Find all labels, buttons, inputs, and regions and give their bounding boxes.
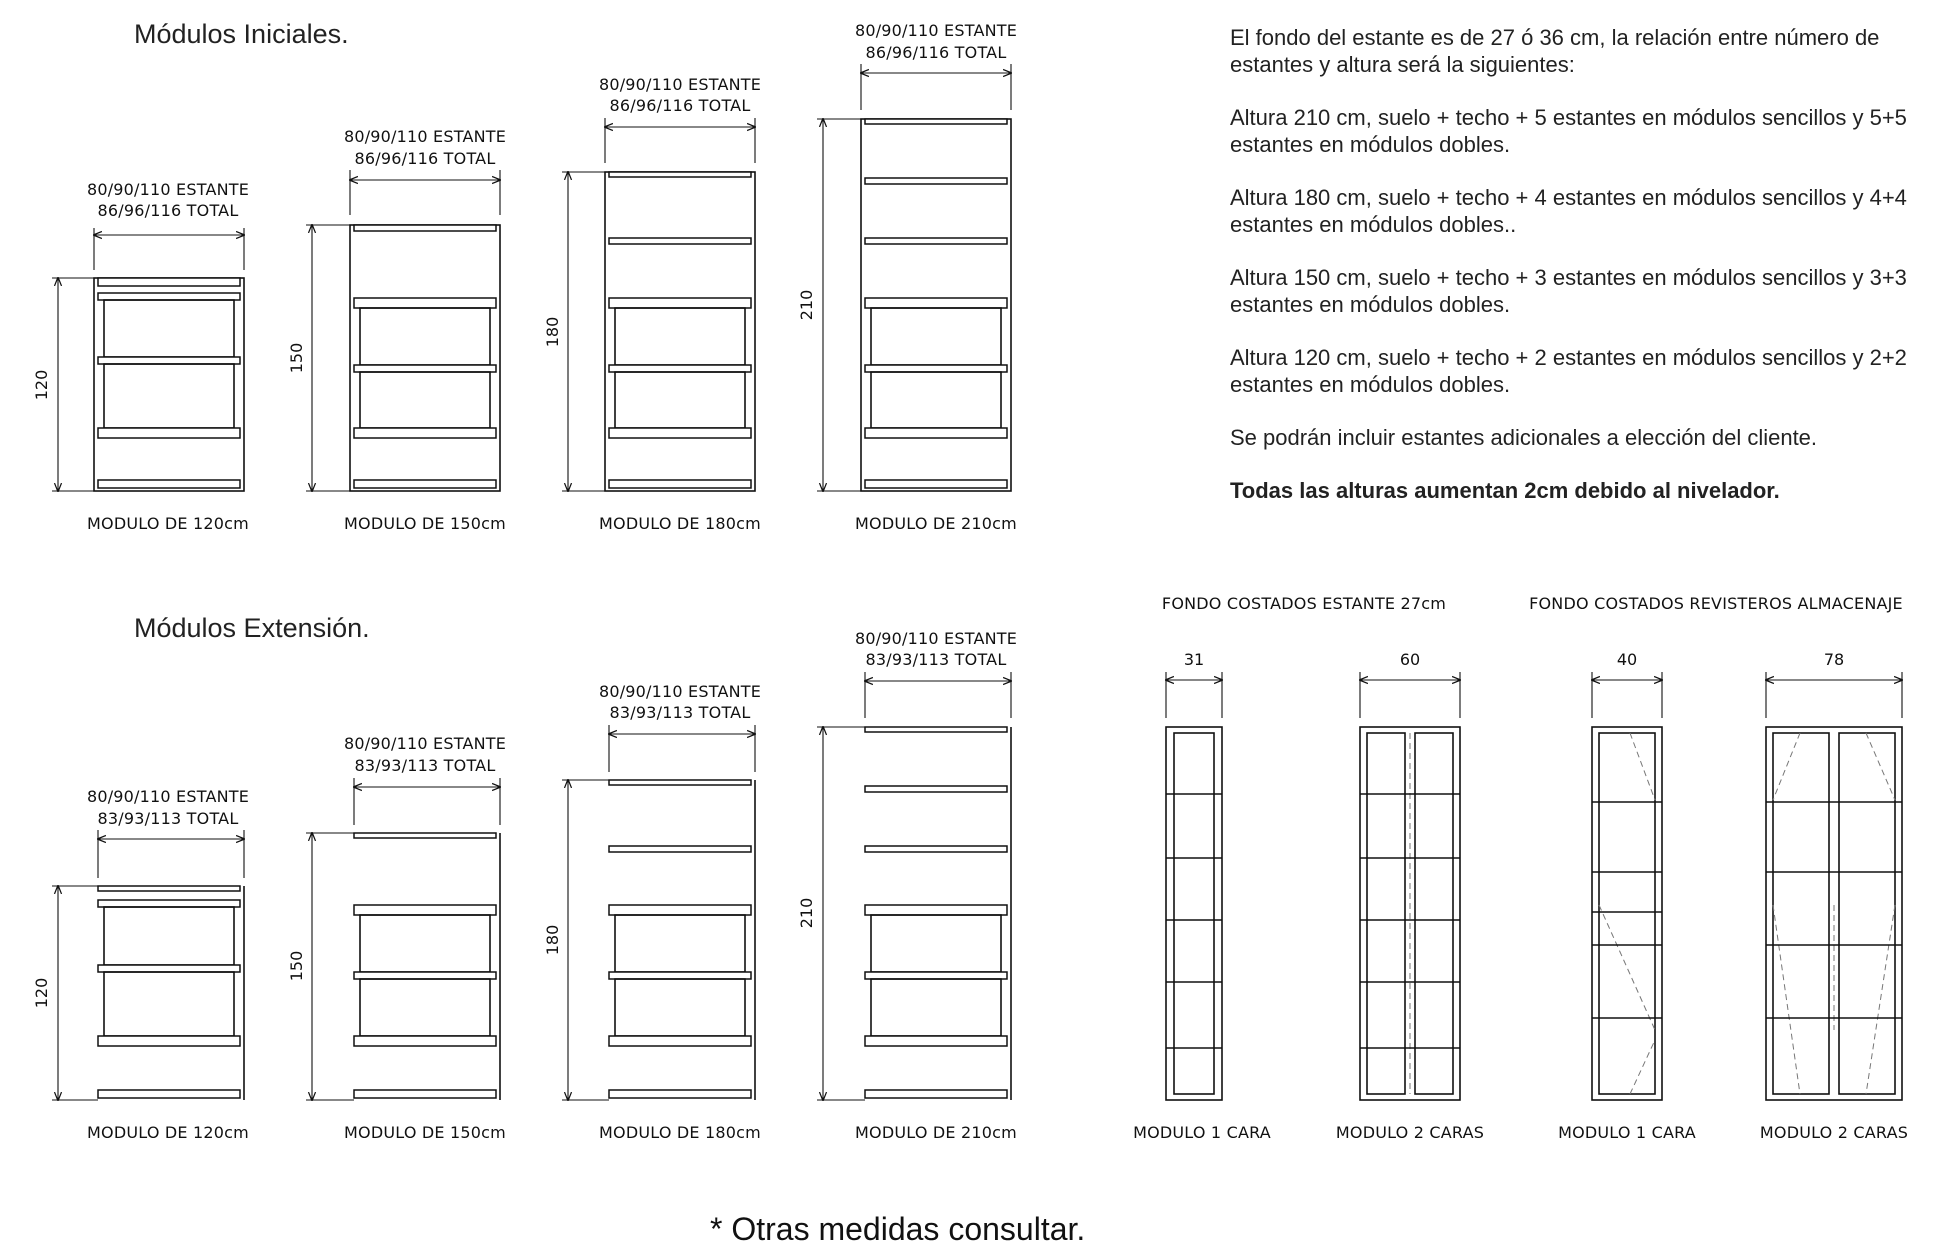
initial-module-120 <box>32 180 249 533</box>
top-dimension-shelf: 80/90/110 ESTANTE <box>343 127 507 146</box>
side-caption: MODULO 2 CARAS <box>1335 1123 1485 1142</box>
side-caption: MODULO 1 CARA <box>1133 1123 1271 1142</box>
initial-modules-title: Módulos Iniciales. <box>134 19 349 49</box>
height-label: 180 <box>543 924 562 956</box>
top-dimension-total: 83/93/113 TOTAL <box>354 756 496 775</box>
top-dimension-total: 86/96/116 TOTAL <box>354 149 496 168</box>
top-dimension-shelf: 80/90/110 ESTANTE <box>86 787 250 806</box>
module-caption: MODULO DE 120cm <box>87 1123 249 1142</box>
side-dimension-label: 31 <box>1183 650 1205 669</box>
height-label: 180 <box>543 316 562 348</box>
height-label: 150 <box>287 950 306 982</box>
module-caption: MODULO DE 210cm <box>855 514 1017 533</box>
extension-module-120 <box>32 787 249 1142</box>
side-caption: MODULO 2 CARAS <box>1759 1123 1909 1142</box>
extension-module-180 <box>543 682 761 1142</box>
module-caption: MODULO DE 150cm <box>344 514 506 533</box>
top-dimension-total: 86/96/116 TOTAL <box>865 43 1007 62</box>
initial-module-150 <box>287 127 506 533</box>
side-view-estante-2-caras <box>1336 650 1484 1142</box>
note-120: Altura 120 cm, suelo + techo + 2 estantes en módulos sencillos y 2+2 estantes en módulos dobles. <box>1230 345 1907 397</box>
side-view-revistero-1-cara <box>1558 650 1696 1142</box>
height-label: 120 <box>32 369 51 401</box>
top-dimension-shelf: 80/90/110 ESTANTE <box>598 75 762 94</box>
side-group-title-estante: FONDO COSTADOS ESTANTE 27cm <box>1161 594 1447 613</box>
top-dimension-total: 83/93/113 TOTAL <box>865 650 1007 669</box>
module-caption: MODULO DE 180cm <box>599 514 761 533</box>
note-leveler: Todas las alturas aumentan 2cm debido al nivelador. <box>1230 478 1780 503</box>
initial-module-180 <box>543 75 761 533</box>
note-210: Altura 210 cm, suelo + techo + 5 estantes en módulos sencillos y 5+5 estantes en módulos dobles. <box>1230 105 1907 157</box>
side-dimension-label: 40 <box>1616 650 1638 669</box>
top-dimension-shelf: 80/90/110 ESTANTE <box>86 180 250 199</box>
top-dimension-shelf: 80/90/110 ESTANTE <box>854 629 1018 648</box>
height-label: 120 <box>32 977 51 1009</box>
side-view-revistero-2-caras <box>1760 650 1908 1142</box>
top-dimension-shelf: 80/90/110 ESTANTE <box>854 21 1018 40</box>
initial-module-210 <box>797 21 1017 533</box>
note-150: Altura 150 cm, suelo + techo + 3 estantes en módulos sencillos y 3+3 estantes en módulos dobles. <box>1230 265 1907 317</box>
top-dimension-total: 83/93/113 TOTAL <box>609 703 751 722</box>
module-caption: MODULO DE 150cm <box>344 1123 506 1142</box>
side-view-estante-1-cara <box>1133 650 1271 1142</box>
note-180: Altura 180 cm, suelo + techo + 4 estantes en módulos sencillos y 4+4 estantes en módulos dobles.. <box>1230 185 1907 237</box>
top-dimension-total: 86/96/116 TOTAL <box>609 96 751 115</box>
module-caption: MODULO DE 120cm <box>87 514 249 533</box>
side-dimension-label: 60 <box>1399 650 1421 669</box>
note-additional: Se podrán incluir estantes adicionales a elección del cliente. <box>1230 425 1818 450</box>
side-caption: MODULO 1 CARA <box>1558 1123 1696 1142</box>
notes-panel <box>1230 24 1930 530</box>
top-dimension-total: 83/93/113 TOTAL <box>97 809 239 828</box>
extension-module-210 <box>797 629 1017 1142</box>
top-dimension-total: 86/96/116 TOTAL <box>97 201 239 220</box>
height-label: 210 <box>797 289 816 321</box>
extension-modules-title: Módulos Extensión. <box>134 613 370 643</box>
height-label: 150 <box>287 342 306 374</box>
note-intro: El fondo del estante es de 27 ó 36 cm, la relación entre número de estantes y altura será la siguientes: <box>1230 25 1880 77</box>
side-group-title-revisteros: FONDO COSTADOS REVISTEROS ALMACENAJE <box>1529 594 1903 613</box>
height-label: 210 <box>797 897 816 929</box>
top-dimension-shelf: 80/90/110 ESTANTE <box>343 734 507 753</box>
module-caption: MODULO DE 210cm <box>855 1123 1017 1142</box>
module-caption: MODULO DE 180cm <box>599 1123 761 1142</box>
top-dimension-shelf: 80/90/110 ESTANTE <box>598 682 762 701</box>
footer-note: * Otras medidas consultar. <box>710 1211 1086 1247</box>
side-dimension-label: 78 <box>1823 650 1845 669</box>
extension-module-150 <box>287 734 506 1142</box>
